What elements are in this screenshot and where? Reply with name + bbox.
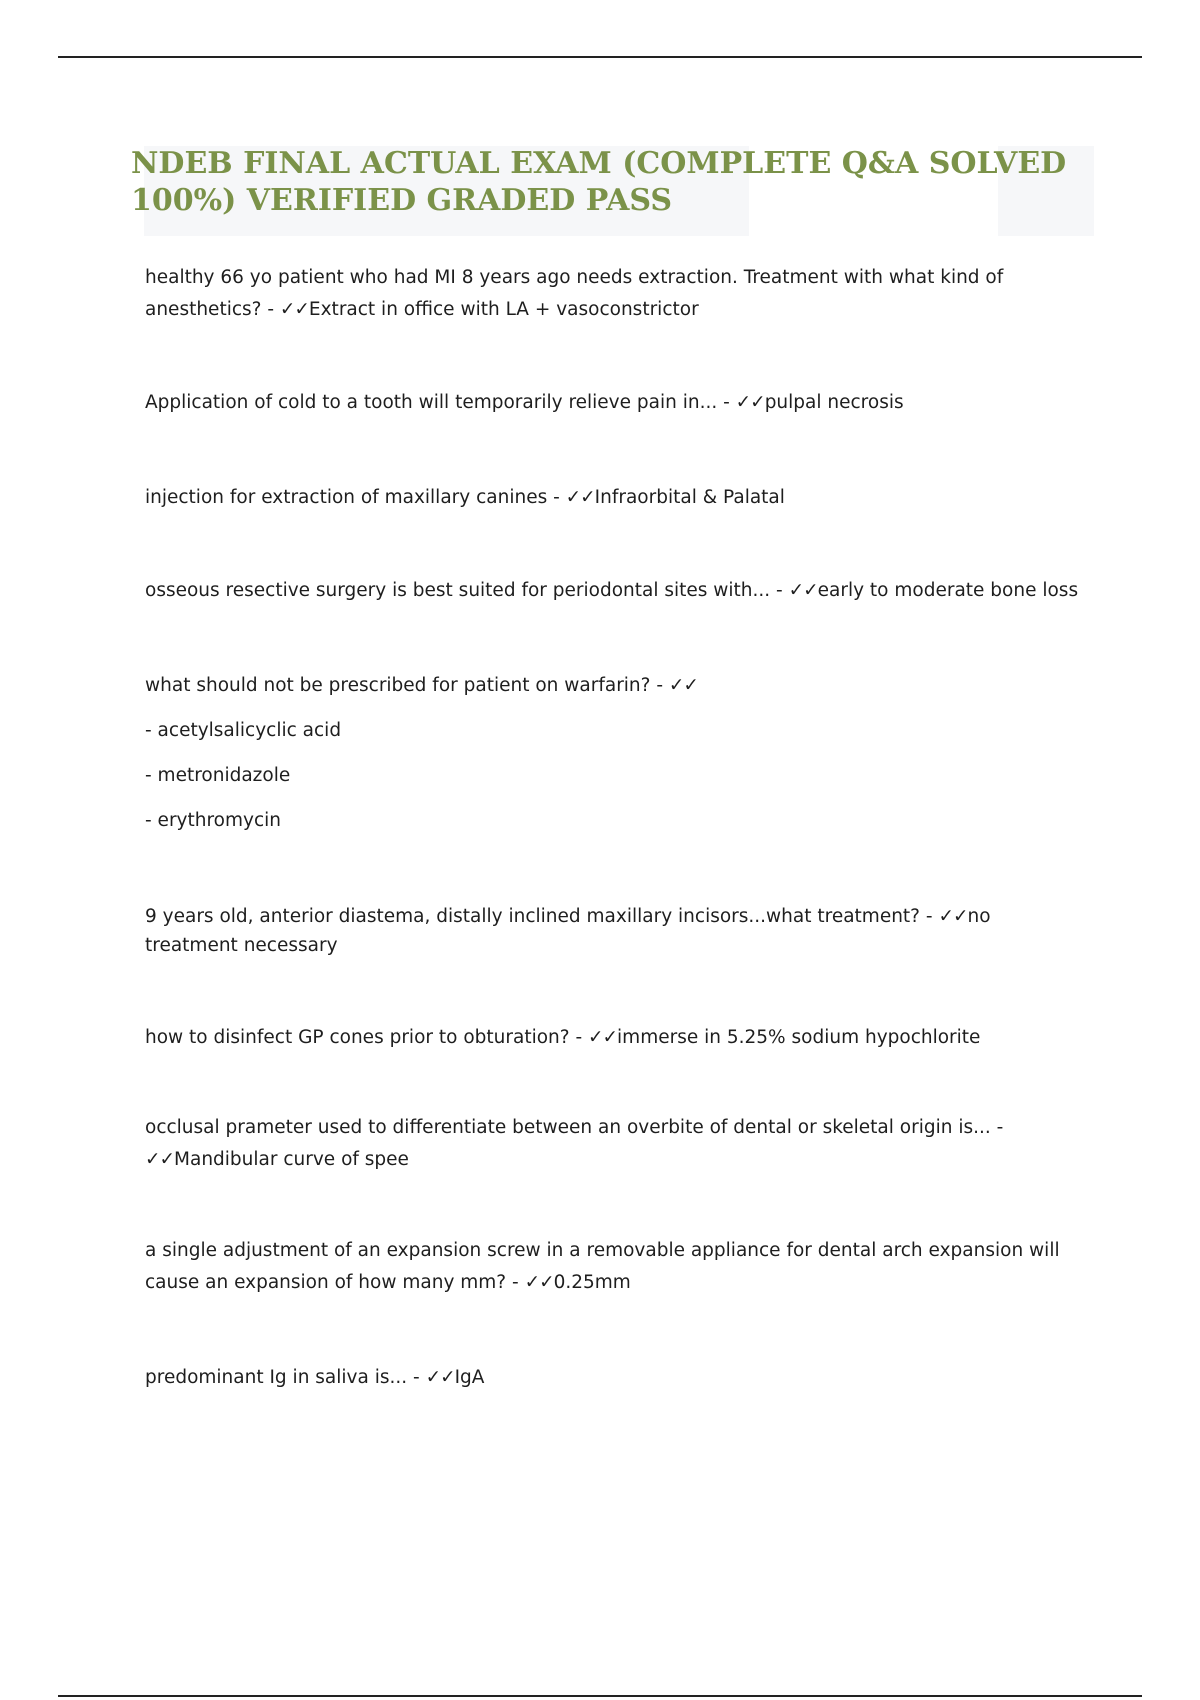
check-mark: ✓✓	[938, 906, 968, 927]
qa-item	[145, 1362, 1085, 1394]
answer-text: Infraorbital & Palatal	[594, 487, 785, 508]
check-mark: ✓✓	[668, 675, 698, 696]
header-rule	[58, 56, 1142, 58]
list-item: - acetylsalicyclic acid	[145, 720, 342, 741]
question-text: Application of cold to a tooth will temporarily relieve pain in... -	[145, 392, 736, 413]
check-mark: ✓✓	[788, 580, 818, 601]
list-item: - metronidazole	[145, 765, 291, 786]
check-mark: ✓✓	[565, 487, 595, 508]
check-mark: ✓✓	[145, 1149, 175, 1170]
answer-text: Mandibular curve of spee	[174, 1149, 409, 1170]
check-mark: ✓✓	[524, 1272, 554, 1293]
question-text: a single adjustment of an expansion screw in a removable appliance for dental arch expansion will cause an expansion of how many mm? -	[145, 1240, 1060, 1293]
list-item: - erythromycin	[145, 810, 281, 831]
qa-item	[145, 482, 1085, 514]
document-title: NDEB FINAL ACTUAL EXAM (COMPLETE Q&A SOLVED 100%) VERIFIED GRADED PASS	[131, 146, 1067, 218]
question-text: 9 years old, anterior diastema, distally inclined maxillary incisors...what treatment? -	[145, 906, 939, 927]
question-text: predominant Ig in saliva is... -	[145, 1367, 426, 1388]
check-mark: ✓✓	[425, 1367, 455, 1388]
answer-text: immerse in 5.25% sodium hypochlorite	[617, 1027, 981, 1048]
answer-text: 0.25mm	[553, 1272, 631, 1293]
contraindicated-drug-list	[145, 715, 341, 850]
question-text: healthy 66 yo patient who had MI 8 years ago needs extraction. Treatment with what kind of anesthetics? -	[145, 267, 1004, 320]
qa-item	[145, 670, 1085, 702]
answer-text: pulpal necrosis	[764, 392, 904, 413]
check-mark: ✓✓	[588, 1027, 618, 1048]
answer-text: no treatment necessary	[145, 906, 991, 956]
qa-item	[145, 387, 1085, 419]
answer-text: early to moderate bone loss	[817, 580, 1079, 601]
qa-item	[145, 1022, 1085, 1054]
answer-text: Extract in office with LA + vasoconstrictor	[308, 299, 699, 320]
qa-item	[145, 902, 1085, 960]
question-text: osseous resective surgery is best suited for periodontal sites with... -	[145, 580, 789, 601]
check-mark: ✓✓	[279, 299, 309, 320]
qa-item	[145, 262, 1085, 326]
qa-item	[145, 575, 1085, 607]
qa-item	[145, 1235, 1085, 1299]
answer-text: IgA	[454, 1367, 485, 1388]
question-text: what should not be prescribed for patient on warfarin? -	[145, 675, 669, 696]
footer-rule	[58, 1695, 1142, 1697]
question-text: how to disinfect GP cones prior to obturation? -	[145, 1027, 589, 1048]
question-text: injection for extraction of maxillary canines -	[145, 487, 566, 508]
question-text: occlusal prameter used to differentiate between an overbite of dental or skeletal origin is... -	[145, 1117, 1004, 1138]
check-mark: ✓✓	[735, 392, 765, 413]
qa-item	[145, 1112, 1085, 1176]
